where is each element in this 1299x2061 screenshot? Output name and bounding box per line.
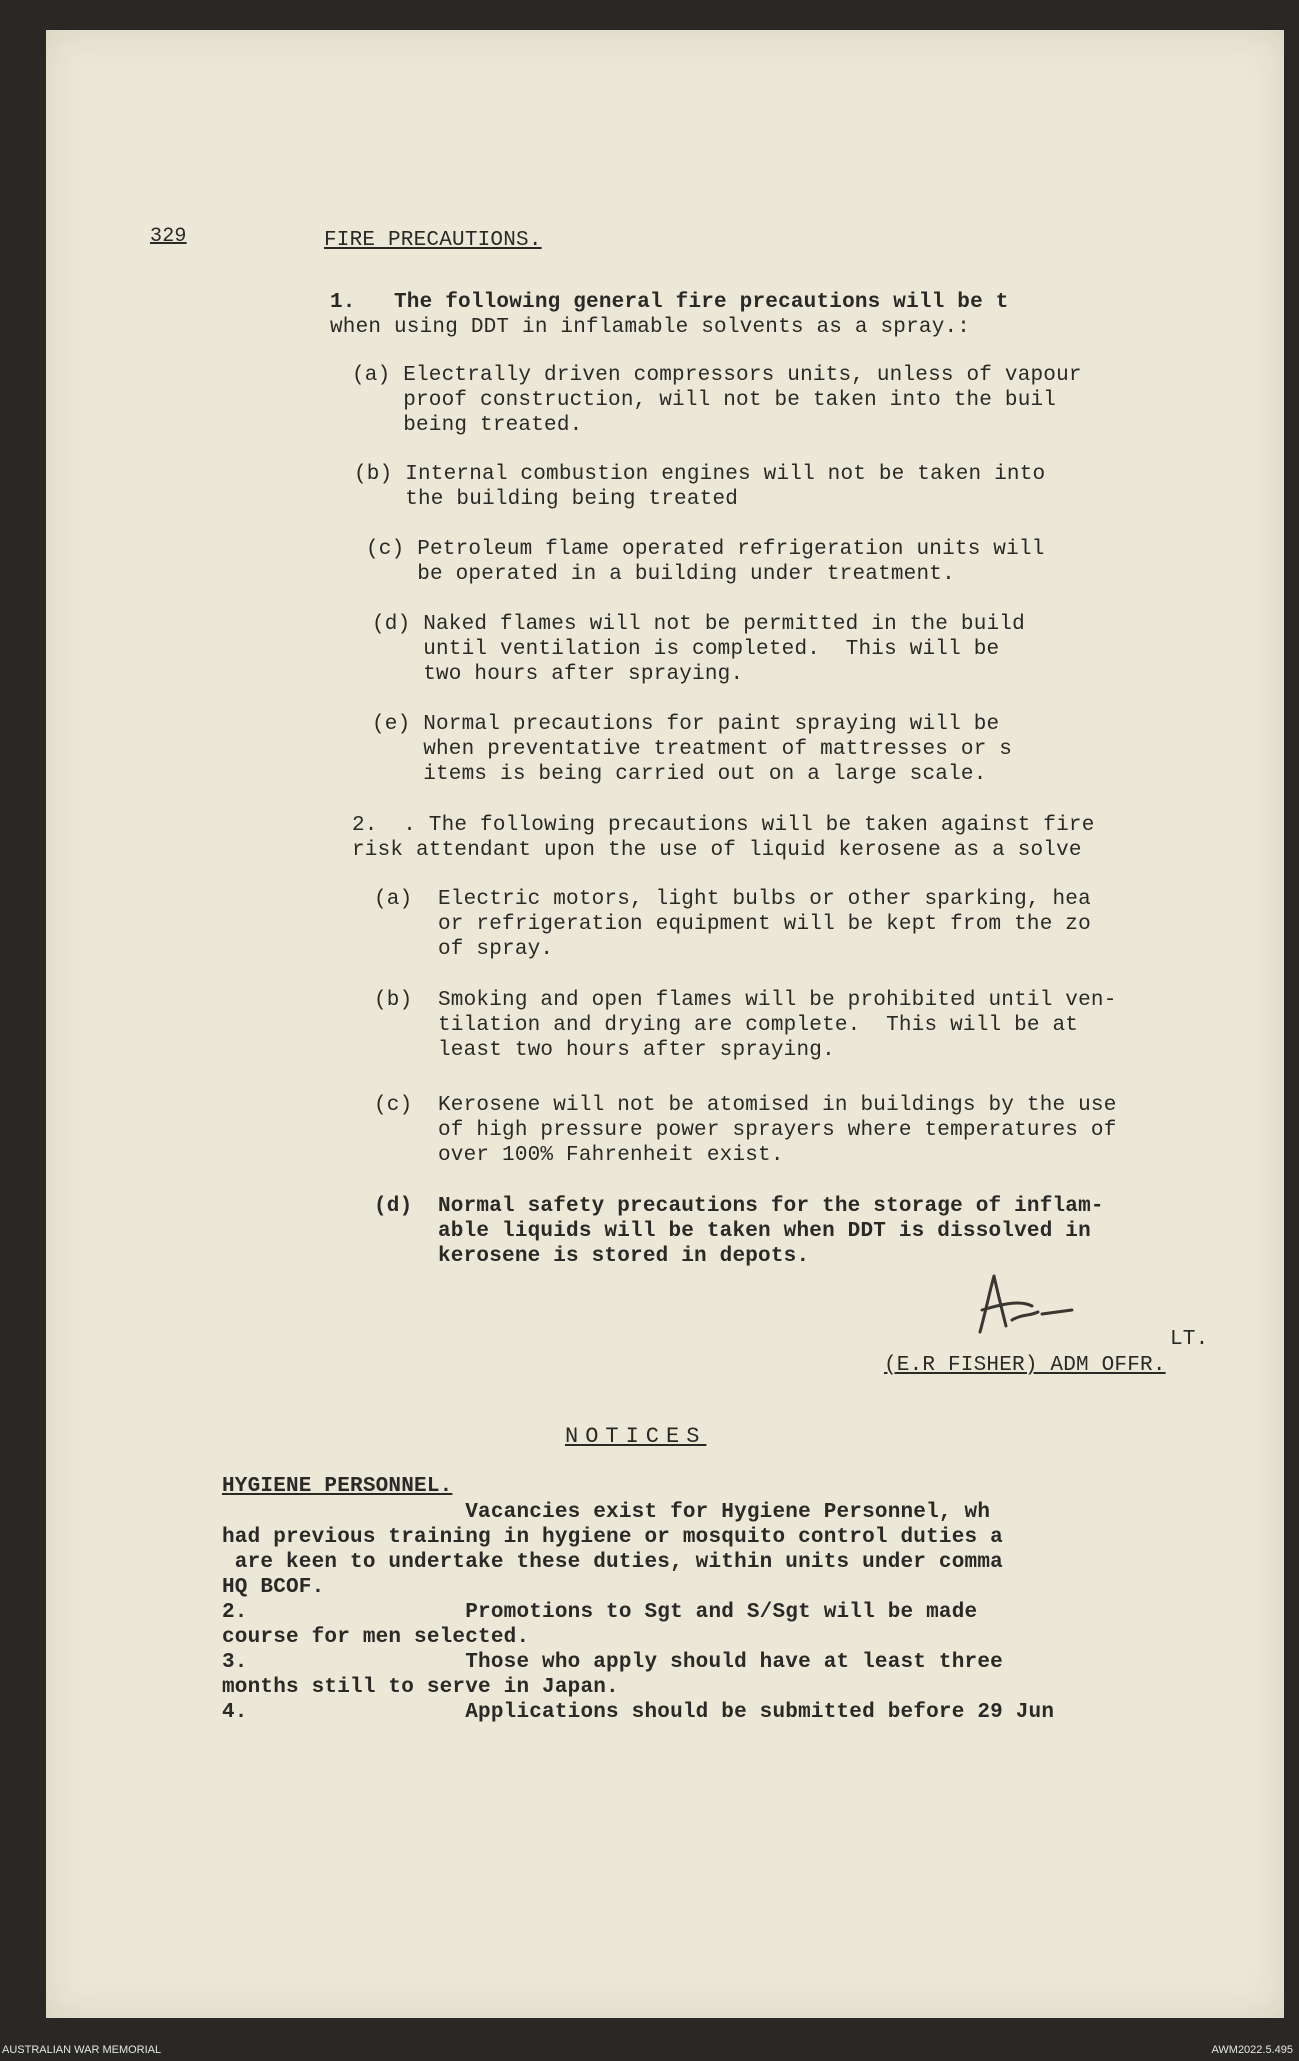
notice-line-4: HQ BCOF. [222, 1576, 325, 1599]
para-2d-line-1: (d) Normal safety precautions for the storage of inflam- [374, 1195, 1104, 1218]
para-1e-line-2: when preventative treatment of mattresses or s [372, 738, 1013, 761]
footer-archive-name: AUSTRALIAN WAR MEMORIAL [2, 2044, 162, 2056]
signature-name: (E.R FISHER) ADM OFFR. [884, 1354, 1166, 1377]
para-1a-line-3: being treated. [352, 414, 583, 437]
handwritten-signature-icon [972, 1270, 1082, 1340]
para-2-line-1: 2. . The following precautions will be taken against fire [352, 814, 1095, 837]
para-2a-line-2: or refrigeration equipment will be kept from the zo [374, 913, 1091, 936]
notice-line-8: months still to serve in Japan. [222, 1676, 619, 1699]
para-1-line-2: when using DDT in inflamable solvents as a spray.: [330, 316, 971, 339]
footer-catalogue-id: AWM2022.5.495 [1211, 2044, 1293, 2056]
para-2b-line-3: least two hours after spraying. [374, 1039, 835, 1062]
notices-title: NOTICES [565, 1424, 707, 1449]
para-1b-line-2: the building being treated [354, 488, 739, 511]
fire-precautions-title: FIRE PRECAUTIONS. [324, 229, 542, 252]
notice-line-7: 3. Those who apply should have at least three [222, 1651, 1003, 1674]
para-1e-line-3: items is being carried out on a large scale. [372, 763, 987, 786]
para-1a-line-1: (a) Electrally driven compressors units, unless of vapour [352, 364, 1082, 387]
para-1-line-1: 1. The following general fire precautions will be t [330, 291, 1009, 314]
notice-line-1: Vacancies exist for Hygiene Personnel, wh [222, 1501, 991, 1524]
para-1c-line-2: be operated in a building under treatment. [366, 563, 955, 586]
notice-line-9: 4. Applications should be submitted before 29 Jun [222, 1701, 1055, 1724]
para-1a-line-2: proof construction, will not be taken into the buil [352, 389, 1057, 412]
para-2c-line-2: of high pressure power sprayers where temperatures of [374, 1119, 1117, 1142]
page-number: 329 [150, 225, 187, 248]
para-2d-line-3: kerosene is stored in depots. [374, 1245, 810, 1268]
archive-footer [0, 2040, 1299, 2061]
para-2b-line-1: (b) Smoking and open flames will be prohibited until ven- [374, 989, 1117, 1012]
para-2c-line-3: over 100% Fahrenheit exist. [374, 1144, 784, 1167]
para-2a-line-3: of spray. [374, 938, 554, 961]
para-2a-line-1: (a) Electric motors, light bulbs or other sparking, hea [374, 888, 1091, 911]
para-1d-line-2: until ventilation is completed. This will be [372, 638, 1000, 661]
para-2b-line-2: tilation and drying are complete. This will be at [374, 1014, 1079, 1037]
para-2d-line-2: able liquids will be taken when DDT is dissolved in [374, 1220, 1091, 1243]
para-1b-line-1: (b) Internal combustion engines will not be taken into [354, 463, 1046, 486]
para-1d-line-1: (d) Naked flames will not be permitted in the build [372, 613, 1025, 636]
para-1e-line-1: (e) Normal precautions for paint spraying will be [372, 713, 1000, 736]
para-1d-line-3: two hours after spraying. [372, 663, 744, 686]
notice-line-6: course for men selected. [222, 1626, 530, 1649]
hygiene-heading: HYGIENE PERSONNEL. [222, 1475, 453, 1498]
para-2-line-2: risk attendant upon the use of liquid kerosene as a solve [352, 839, 1082, 862]
notice-line-2: had previous training in hygiene or mosquito control duties a [222, 1526, 1003, 1549]
para-1c-line-1: (c) Petroleum flame operated refrigeration units will [366, 538, 1045, 561]
notice-line-5: 2. Promotions to Sgt and S/Sgt will be made [222, 1601, 978, 1624]
notice-line-3: are keen to undertake these duties, within units under comma [222, 1551, 1003, 1574]
para-2c-line-1: (c) Kerosene will not be atomised in buildings by the use [374, 1094, 1117, 1117]
signature-rank: LT. [1170, 1328, 1209, 1351]
